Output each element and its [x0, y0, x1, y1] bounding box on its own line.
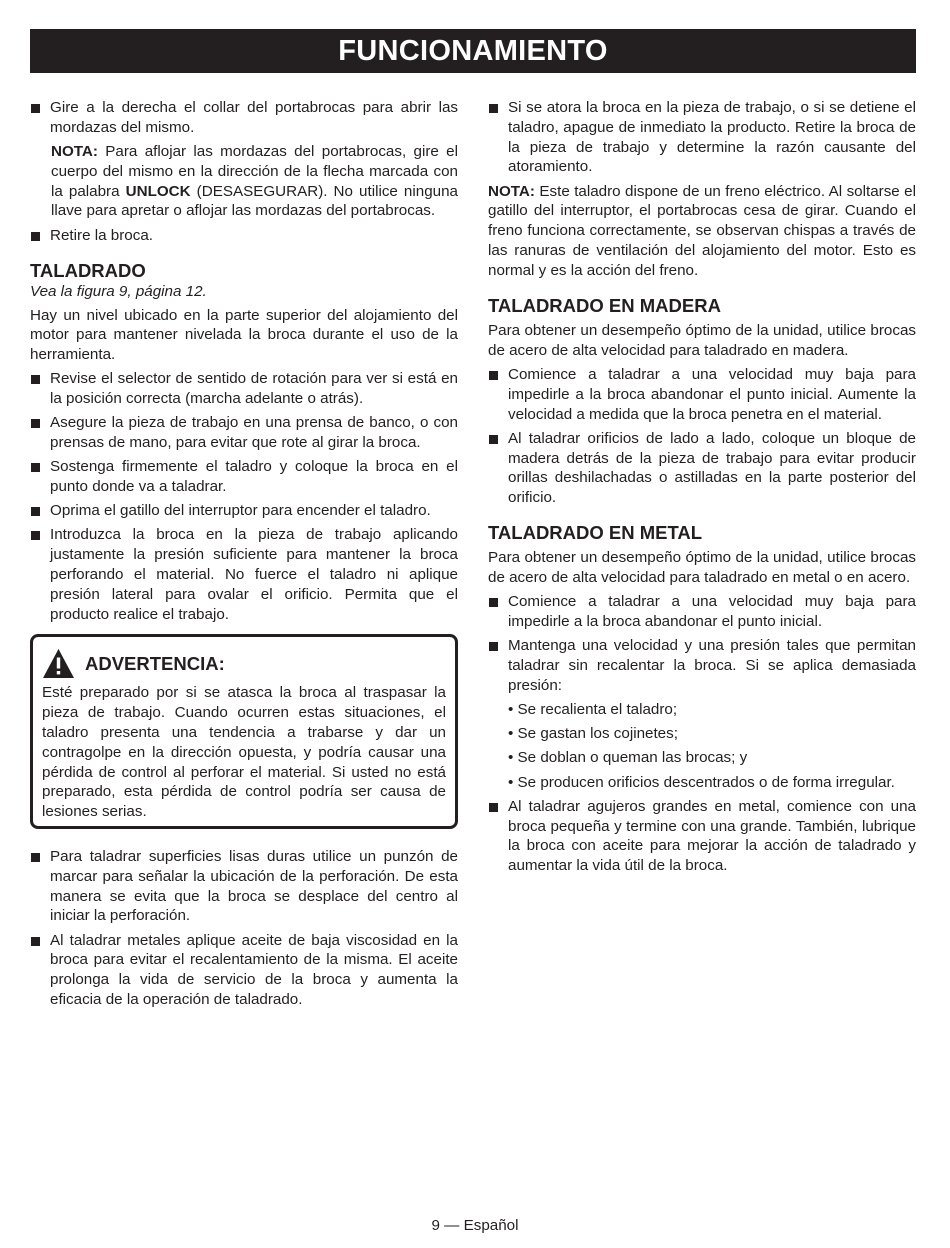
warning-box [30, 634, 458, 829]
sub-list-item: • Se gastan los cojinetes; [508, 725, 678, 743]
list-item [30, 501, 458, 521]
square-bullet-icon [489, 435, 498, 444]
section-intro: Para obtener un desempeño óptimo de la unidad, utilice brocas de acero de alta velocidad para taladrado en madera. [488, 321, 916, 359]
square-bullet-icon [31, 419, 40, 428]
note-text: Este taladro dispone de un freno eléctrico. Al soltarse el gatillo del interruptor, el portabrocas cesa de girar. Cuando el freno funciona correctamente, se observan chispas a través de las ranuras de ventilación del alojamiento del motor. Esto es normal y es la acción del freno. [488, 182, 916, 279]
square-bullet-icon [31, 375, 40, 384]
square-bullet-icon [31, 104, 40, 113]
bullet-text: Retire la broca. [50, 226, 153, 244]
list-item [488, 98, 916, 177]
bullet-text: Introduzca la broca en la pieza de trabajo aplicando justamente la presión suficiente para mantener la broca perforando el material. No fuerce el taladro ni aplique presión lateral para ovalar el orificio. Permita que el producto realice el trabajo. [50, 526, 458, 623]
bullet-text: Al taladrar agujeros grandes en metal, comience con una broca pequeña y termine con una grande. También, lubrique la broca con aceite para mejorar la acción de taladrado y aumentar la vida útil de la broca. [508, 797, 916, 875]
square-bullet-icon [31, 853, 40, 862]
bullet-text: Gire a la derecha el collar del portabrocas para abrir las mordazas del mismo. [50, 99, 458, 136]
sub-list-item: • Se doblan o queman las brocas; y [508, 749, 748, 767]
bullet-text: Si se atora la broca en la pieza de trabajo, o si se detiene el taladro, apague de inmediato la producto. Retire la broca de la pieza de trabajo y determine la razón causante del atoramiento. [508, 99, 916, 176]
list-item [30, 931, 458, 1010]
note-brake [488, 182, 916, 281]
note-label: NOTA: [488, 182, 535, 200]
section-intro: Para obtener un desempeño óptimo de la unidad, utilice brocas de acero de alta velocidad para taladrado en metal o en acero. [488, 549, 916, 587]
square-bullet-icon [489, 642, 498, 651]
figure-reference: Vea la figura 9, página 12. [30, 282, 207, 300]
list-item [30, 98, 458, 138]
square-bullet-icon [31, 531, 40, 540]
list-item [488, 365, 916, 424]
list-item [488, 797, 916, 876]
right-column [488, 98, 916, 880]
list-item [488, 429, 916, 508]
page-footer: 9 — Español [431, 1217, 519, 1234]
section-heading-madera: TALADRADO EN MADERA [488, 294, 721, 316]
section-intro: Hay un nivel ubicado en la parte superior del alojamiento del motor para mantener nivelada la broca durante el uso de la herramienta. [30, 306, 458, 364]
sub-list-item: • Se producen orificios descentrados o de forma irregular. [508, 773, 895, 791]
list-item [30, 369, 458, 409]
left-column [30, 98, 458, 1014]
bullet-text: Al taladrar orificios de lado a lado, coloque un bloque de madera detrás de la pieza de trabajo para evitar producir orillas deshilachadas o astilladas en la parte posterior del orificio. [508, 429, 916, 507]
note-unlock: UNLOCK [125, 182, 191, 200]
bullet-text: Asegure la pieza de trabajo en una prensa de banco, o con prensas de mano, para evitar que rote al girar la broca. [50, 414, 458, 452]
note-chuck [51, 142, 458, 221]
list-item [30, 525, 458, 624]
bullet-text: Oprima el gatillo del interruptor para encender el taladro. [50, 502, 431, 520]
square-bullet-icon [489, 803, 498, 812]
square-bullet-icon [31, 937, 40, 946]
list-item [488, 592, 916, 632]
warning-triangle-icon [42, 648, 75, 679]
section-heading-metal: TALADRADO EN METAL [488, 522, 703, 544]
list-item [30, 226, 458, 246]
bullet-text: Mantenga una velocidad y una presión tales que permitan taladrar sin recalentar la broca. Si se aplica demasiada presión: [508, 637, 916, 694]
square-bullet-icon [489, 104, 498, 113]
bullet-text: Comience a taladrar a una velocidad muy baja para impedirle a la broca abandonar el punto inicial. Aumente la velocidad a medida que la broca penetra en el material. [508, 365, 916, 423]
note-text-b: (DESASEGURAR). No utilice ninguna llave para apretar o aflojar las mordazas del portabrocas. [51, 182, 458, 220]
square-bullet-icon [31, 463, 40, 472]
section-heading-taladrado: TALADRADO [30, 259, 146, 281]
list-item [30, 847, 458, 926]
list-item [30, 413, 458, 453]
sub-list-item: • Se recalienta el taladro; [508, 701, 678, 719]
list-item [488, 636, 916, 695]
bullet-text: Sostenga firmemente el taladro y coloque la broca en el punto donde va a taladrar. [50, 458, 458, 496]
bullet-text: Comience a taladrar a una velocidad muy baja para impedirle a la broca abandonar el punto inicial. [508, 593, 916, 631]
bullet-text: Para taladrar superficies lisas duras utilice un punzón de marcar para señalar la ubicación de la perforación. De esta manera se evita que la broca se desplace del centro al iniciar la perforación. [50, 848, 458, 925]
note-label: NOTA: [51, 142, 98, 160]
warning-text: Esté preparado por si se atasca la broca al traspasar la pieza de trabajo. Cuando ocurren estas situaciones, el taladro presenta una tendencia a trabarse y dar un contragolpe en la dirección opuesta, y podría causar una pérdida de control al perforar el material. Si usted no está preparado, esta pérdida de control podría ser causa de lesiones serias. [42, 684, 446, 821]
warning-title: ADVERTENCIA: [85, 652, 225, 674]
square-bullet-icon [31, 232, 40, 241]
square-bullet-icon [31, 507, 40, 516]
page-title: FUNCIONAMIENTO [30, 29, 916, 73]
bullet-text: Revise el selector de sentido de rotación para ver si está en la posición correcta (marcha adelante o atrás). [50, 370, 458, 408]
bullet-text: Al taladrar metales aplique aceite de baja viscosidad en la broca para evitar el recalentamiento de la misma. El aceite prolonga la vida de servicio de la broca y aumenta la eficacia de la operación de taladrado. [50, 931, 458, 1008]
warning-header [42, 643, 446, 683]
note-text-a: Para aflojar las mordazas del portabrocas, gire el cuerpo del mismo en la dirección de la flecha marcada con la palabra [51, 142, 458, 200]
list-item [30, 457, 458, 497]
square-bullet-icon [489, 598, 498, 607]
square-bullet-icon [489, 371, 498, 380]
